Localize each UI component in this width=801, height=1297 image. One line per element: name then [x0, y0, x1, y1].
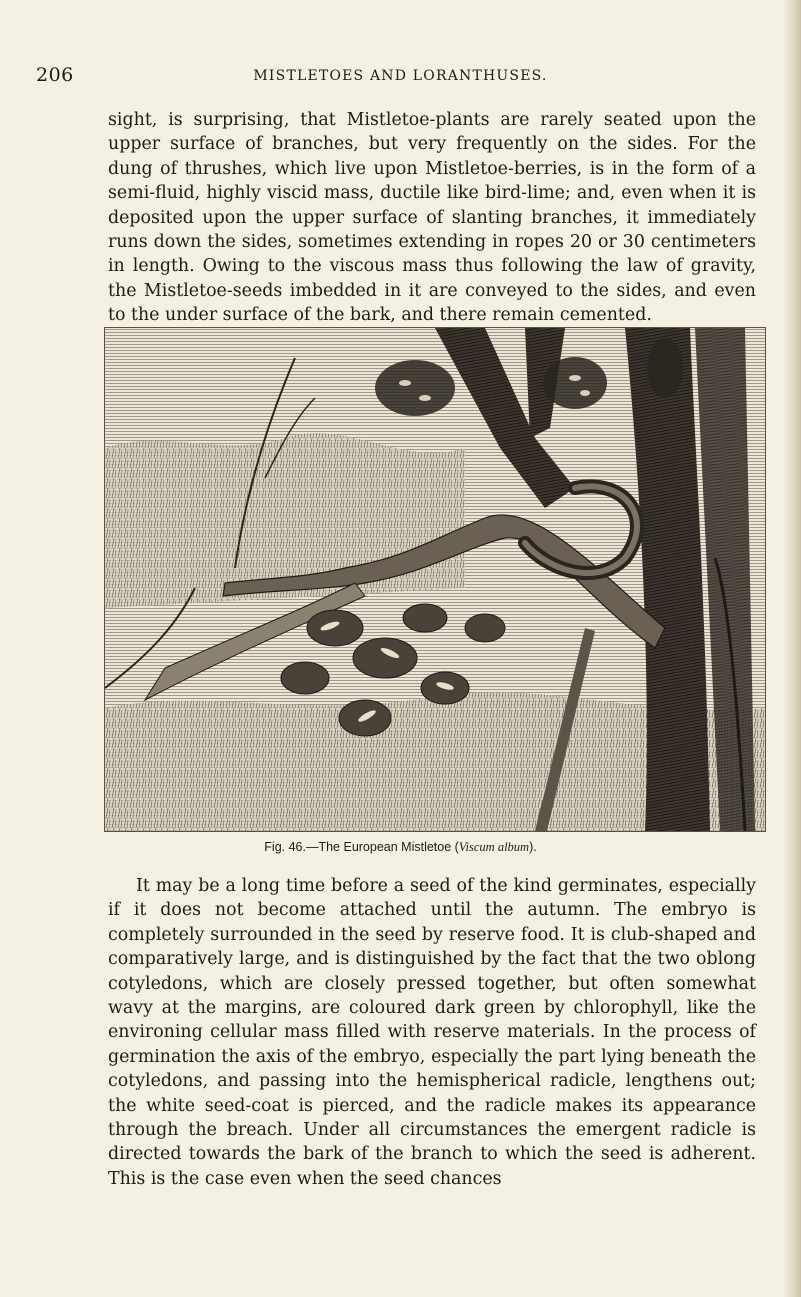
page-edge-shadow	[783, 0, 801, 1297]
caption-suffix: ).	[529, 840, 537, 854]
page-number: 206	[36, 64, 74, 86]
caption-species: Viscum album	[458, 840, 530, 854]
paragraph-bottom: It may be a long time before a seed of the kind germinates, especially if it does not become attached until the autumn. The embryo is completely surrounded in the seed by reserve food. It is club-shaped and comparatively large, and is distinguished by the fact that the two oblong cotyledons, which are closely pressed together, but often somewhat wavy at the margins, are coloured dark green by chlorophyll, like the environing cellular mass filled with reserve materials. In the process of germination the axis of the embryo, especially the part lying beneath the cotyledons, and passing into the hemispherical radicle, lengthens out; the white seed-coat is pierced, and the radicle makes its appearance through the breach. Under all circumstances the emergent radicle is directed towards the bark of the branch to which the seed is adherent. This is the case even when the seed chances	[108, 876, 756, 1189]
running-head: MISTLETOES AND LORANTHUSES.	[253, 68, 548, 84]
figure-caption	[0, 840, 801, 855]
paragraph-top: sight, is surprising, that Mistletoe-plants are rarely seated upon the upper surface of branches, but very frequently on the sides. For the dung of thrushes, which live upon Mistletoe-berries, is in the form of a semi-fluid, highly viscid mass, ductile like bird-lime; and, even when it is deposited upon the upper surface of slanting branches, it immediately runs down the sides, sometimes extending in ropes 20 or 30 centimeters in length. Owing to the viscous mass thus following the law of gravity, the Mistletoe-seeds imbedded in it are conveyed to the sides, and even to the under surface of the bark, and there remain cemented.	[108, 110, 756, 326]
caption-prefix: Fig. 46.—The European Mistletoe (	[264, 840, 459, 854]
mistletoe-illustration	[104, 327, 766, 832]
